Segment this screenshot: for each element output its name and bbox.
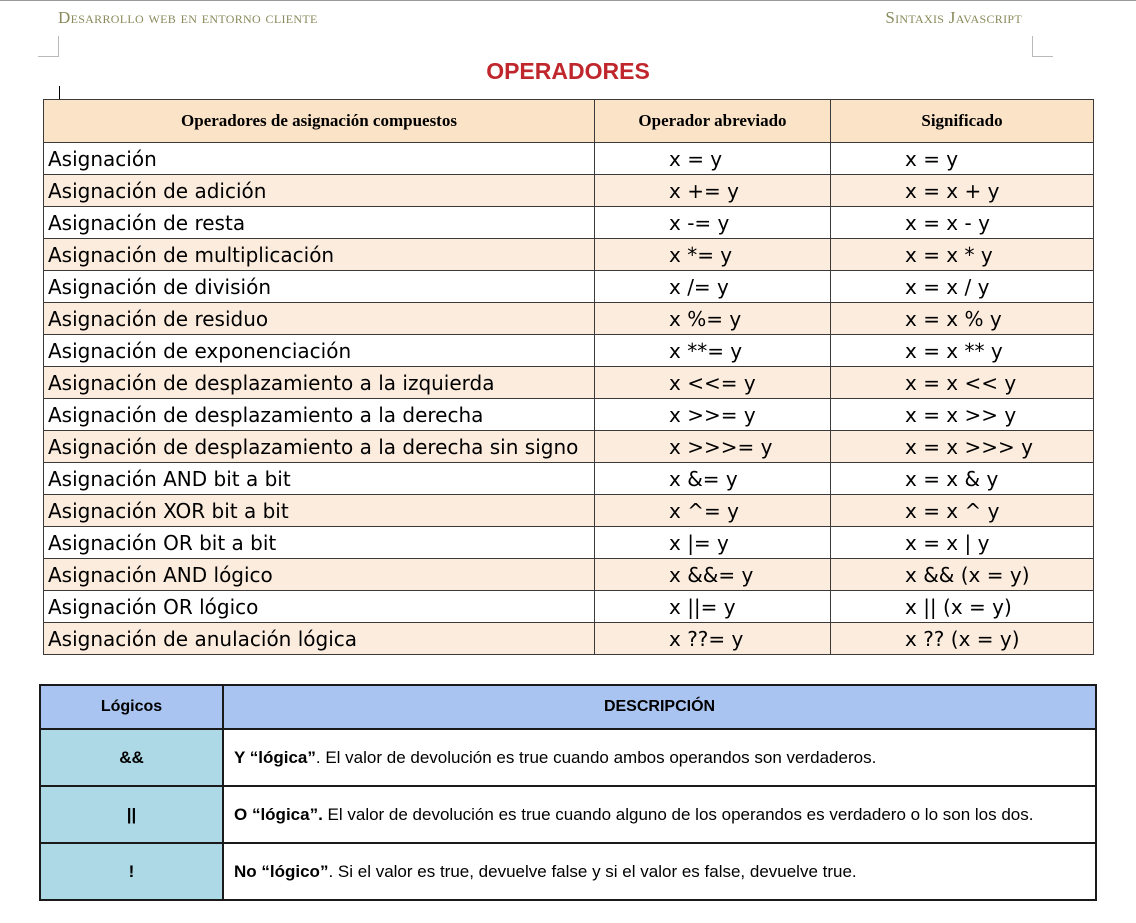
table-row — [44, 559, 1094, 591]
operator-meaning: x = x >> y — [831, 399, 1094, 431]
operator-short: x &&= y — [595, 559, 831, 591]
column-header-description: DESCRIPCIÓN — [223, 685, 1096, 729]
operator-name: Asignación de residuo — [44, 303, 595, 335]
description-text: . Si el valor es true, devuelve false y si el valor es false, devuelve true. — [328, 861, 857, 881]
table-row — [44, 463, 1094, 495]
operator-meaning: x = x ^ y — [831, 495, 1094, 527]
operator-name: Asignación de desplazamiento a la izquierda — [44, 367, 595, 399]
running-header-right: Sintaxis Javascript — [885, 8, 1022, 27]
table-row — [40, 786, 1096, 843]
operator-name: Asignación de exponenciación — [44, 335, 595, 367]
logical-description — [223, 786, 1096, 843]
logical-symbol: && — [40, 729, 223, 786]
running-header-left: Desarrollo web en entorno cliente — [58, 8, 318, 27]
operator-meaning: x = x & y — [831, 463, 1094, 495]
description-term: Y “lógica” — [234, 747, 316, 767]
operator-meaning: x = x >>> y — [831, 431, 1094, 463]
operator-short: x *= y — [595, 239, 831, 271]
description-term: O “lógica”. — [234, 804, 323, 824]
logical-symbol: ! — [40, 843, 223, 900]
table-row — [44, 303, 1094, 335]
operator-meaning: x = x % y — [831, 303, 1094, 335]
operator-name: Asignación de división — [44, 271, 595, 303]
table-row — [44, 591, 1094, 623]
table-row — [40, 843, 1096, 900]
assignment-operators-table — [43, 99, 1094, 655]
operator-meaning: x = x - y — [831, 207, 1094, 239]
operator-short: x += y — [595, 175, 831, 207]
margin-corner-right — [1032, 36, 1053, 57]
page-title: OPERADORES — [486, 58, 650, 84]
description-text: El valor de devolución es true cuando alguno de los operandos es verdadero o lo son los dos. — [322, 804, 1034, 824]
operator-name: Asignación OR bit a bit — [44, 527, 595, 559]
operator-meaning: x = x + y — [831, 175, 1094, 207]
logical-symbol: || — [40, 786, 223, 843]
column-header-operators: Operadores de asignación compuestos — [44, 100, 595, 143]
operator-name: Asignación de adición — [44, 175, 595, 207]
operator-short: x = y — [595, 143, 831, 175]
table-row — [44, 175, 1094, 207]
operator-name: Asignación XOR bit a bit — [44, 495, 595, 527]
table-row — [44, 239, 1094, 271]
operator-short: x %= y — [595, 303, 831, 335]
operator-short: x -= y — [595, 207, 831, 239]
operator-name: Asignación de anulación lógica — [44, 623, 595, 655]
table-row — [44, 143, 1094, 175]
operator-meaning: x ?? (x = y) — [831, 623, 1094, 655]
table-row — [44, 495, 1094, 527]
column-header-logical: Lógicos — [40, 685, 223, 729]
operator-short: x **= y — [595, 335, 831, 367]
logical-description — [223, 729, 1096, 786]
operator-name: Asignación AND bit a bit — [44, 463, 595, 495]
margin-corner-left — [38, 36, 59, 57]
operator-meaning: x = x << y — [831, 367, 1094, 399]
operator-name: Asignación de resta — [44, 207, 595, 239]
operator-name: Asignación de desplazamiento a la derecha sin signo — [44, 431, 595, 463]
operator-short: x >>>= y — [595, 431, 831, 463]
table-header-row — [40, 685, 1096, 729]
operator-name: Asignación OR lógico — [44, 591, 595, 623]
logical-description — [223, 843, 1096, 900]
operator-short: x |= y — [595, 527, 831, 559]
operator-short: x <<= y — [595, 367, 831, 399]
operator-short: x /= y — [595, 271, 831, 303]
operator-short: x ??= y — [595, 623, 831, 655]
operator-name: Asignación — [44, 143, 595, 175]
operator-name: Asignación de desplazamiento a la derecha — [44, 399, 595, 431]
table-row — [44, 271, 1094, 303]
operator-meaning: x = x * y — [831, 239, 1094, 271]
operator-meaning: x = x ** y — [831, 335, 1094, 367]
table-row — [44, 527, 1094, 559]
column-header-short-operator: Operador abreviado — [595, 100, 831, 143]
operator-short: x ^= y — [595, 495, 831, 527]
description-text: . El valor de devolución es true cuando ambos operandos son verdaderos. — [315, 747, 877, 767]
description-term: No “lógico” — [234, 861, 329, 881]
operator-name: Asignación de multiplicación — [44, 239, 595, 271]
table-row — [40, 729, 1096, 786]
operator-short: x >>= y — [595, 399, 831, 431]
column-header-meaning: Significado — [831, 100, 1094, 143]
operator-short: x &= y — [595, 463, 831, 495]
page-top-rule — [0, 0, 1136, 1]
table-row — [44, 367, 1094, 399]
logical-operators-table — [39, 684, 1097, 901]
table-row — [44, 335, 1094, 367]
operator-meaning: x || (x = y) — [831, 591, 1094, 623]
operator-meaning: x = x | y — [831, 527, 1094, 559]
table-header-row — [44, 100, 1094, 143]
table-row — [44, 623, 1094, 655]
table-row — [44, 431, 1094, 463]
table-row — [44, 207, 1094, 239]
operator-meaning: x = y — [831, 143, 1094, 175]
table-row — [44, 399, 1094, 431]
operator-name: Asignación AND lógico — [44, 559, 595, 591]
text-cursor — [59, 86, 60, 100]
operator-meaning: x = x / y — [831, 271, 1094, 303]
operator-short: x ||= y — [595, 591, 831, 623]
operator-meaning: x && (x = y) — [831, 559, 1094, 591]
